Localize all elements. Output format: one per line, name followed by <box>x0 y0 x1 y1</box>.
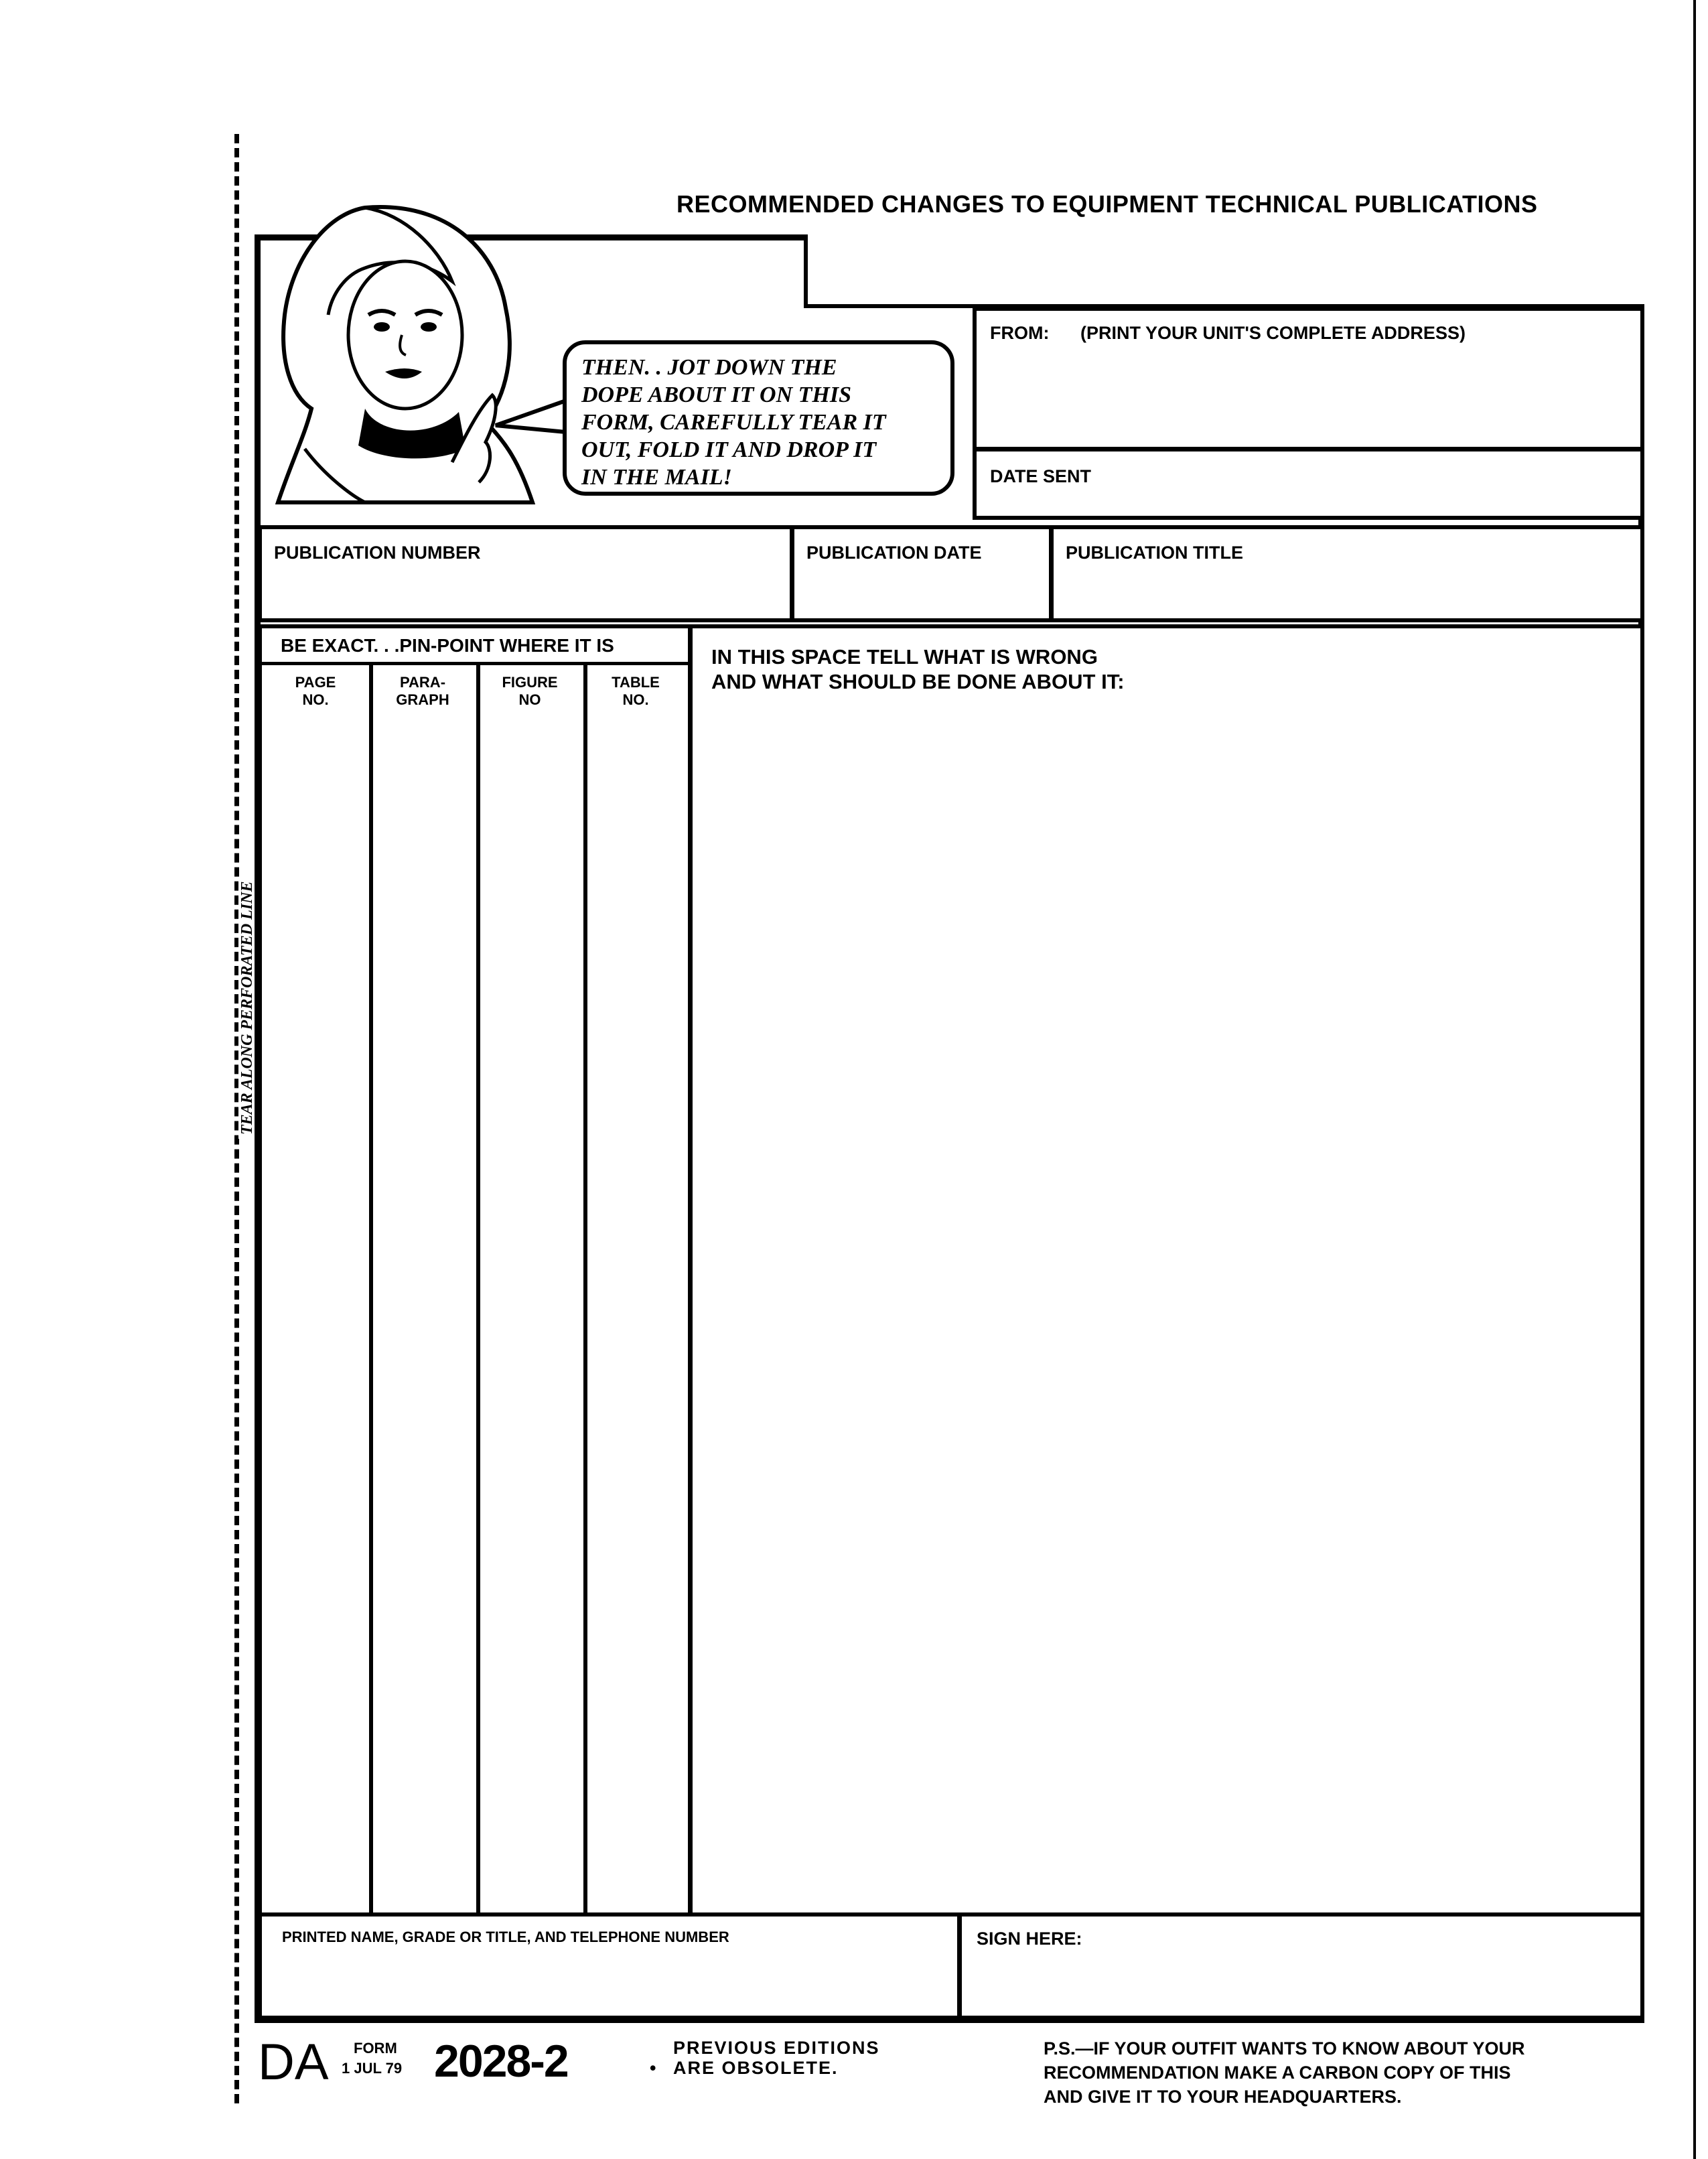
column-header-line: PARA- <box>399 674 446 691</box>
pin-point-label: BE EXACT. . .PIN-POINT WHERE IT IS <box>281 635 614 656</box>
instructions-line-2: AND WHAT SHOULD BE DONE ABOUT IT: <box>711 670 1125 693</box>
speech-bubble <box>563 340 954 496</box>
form-agency: DA <box>258 2034 329 2091</box>
column-header-line: NO <box>518 691 541 708</box>
speech-bubble-tail <box>492 395 573 442</box>
tear-line-label: TEAR ALONG PERFORATED LINE <box>238 877 257 1139</box>
date-sent-field[interactable] <box>973 447 1644 520</box>
sign-here-label: SIGN HERE: <box>977 1929 1082 1949</box>
date-sent-label: DATE SENT <box>990 466 1092 486</box>
from-label: FROM: <box>990 323 1050 343</box>
column-header-line: PAGE <box>295 674 336 691</box>
column-header-line: NO. <box>302 691 329 708</box>
cartoon-woman-illustration <box>265 181 546 519</box>
headline-box <box>804 234 1644 308</box>
column-header-page <box>262 674 369 709</box>
bubble-line: THEN. . JOT DOWN THE <box>581 355 837 380</box>
bullet-icon: • <box>650 2058 656 2078</box>
column-header-line: FIGURE <box>502 674 558 691</box>
form-number: 2028-2 <box>434 2036 568 2087</box>
pin-point-header <box>262 628 688 665</box>
page-edge-line <box>1693 0 1696 2159</box>
printed-name-label: PRINTED NAME, GRADE OR TITLE, AND TELEPHONE NUMBER <box>282 1929 729 1945</box>
pin-point-table <box>258 624 692 1921</box>
bubble-line: IN THE MAIL! <box>581 465 732 490</box>
publication-date-field[interactable] <box>790 525 1053 622</box>
sign-here-field[interactable] <box>958 1912 1644 2020</box>
column-header-line: GRAPH <box>396 691 449 708</box>
publication-number-label: PUBLICATION NUMBER <box>274 543 481 563</box>
publication-title-label: PUBLICATION TITLE <box>1066 543 1243 563</box>
printed-name-field[interactable] <box>258 1912 961 2020</box>
form-label: FORM <box>354 2040 397 2057</box>
column-header-figure <box>476 674 583 709</box>
column-header-line: TABLE <box>612 674 660 691</box>
ps-note-line-1: P.S.—IF YOUR OUTFIT WANTS TO KNOW ABOUT YOUR <box>1044 2038 1525 2059</box>
description-field[interactable] <box>689 624 1644 1921</box>
previous-editions-line-2: ARE OBSOLETE. <box>673 2058 839 2078</box>
publication-number-field[interactable] <box>258 525 794 622</box>
publication-date-label: PUBLICATION DATE <box>806 543 982 563</box>
bubble-line: OUT, FOLD IT AND DROP IT <box>581 437 877 462</box>
from-hint: (PRINT YOUR UNIT'S COMPLETE ADDRESS) <box>1080 323 1466 343</box>
from-address-field[interactable] <box>973 307 1644 451</box>
column-header-paragraph <box>369 674 476 709</box>
form-date: 1 JUL 79 <box>342 2060 403 2077</box>
form-title: RECOMMENDED CHANGES TO EQUIPMENT TECHNICAL PUBLICATIONS <box>677 190 1538 218</box>
publication-title-field[interactable] <box>1050 525 1644 622</box>
bubble-line: DOPE ABOUT IT ON THIS <box>581 382 851 407</box>
bubble-line: FORM, CAREFULLY TEAR IT <box>581 410 886 435</box>
column-header-table <box>583 674 688 709</box>
ps-note-line-2: RECOMMENDATION MAKE A CARBON COPY OF THIS <box>1044 2063 1511 2083</box>
column-header-line: NO. <box>622 691 649 708</box>
column-divider <box>476 662 480 1921</box>
column-divider <box>583 662 587 1921</box>
instructions-line-1: IN THIS SPACE TELL WHAT IS WRONG <box>711 645 1098 669</box>
column-divider <box>369 662 373 1921</box>
ps-note-line-3: AND GIVE IT TO YOUR HEADQUARTERS. <box>1044 2087 1402 2107</box>
previous-editions-line-1: PREVIOUS EDITIONS <box>673 2038 880 2058</box>
